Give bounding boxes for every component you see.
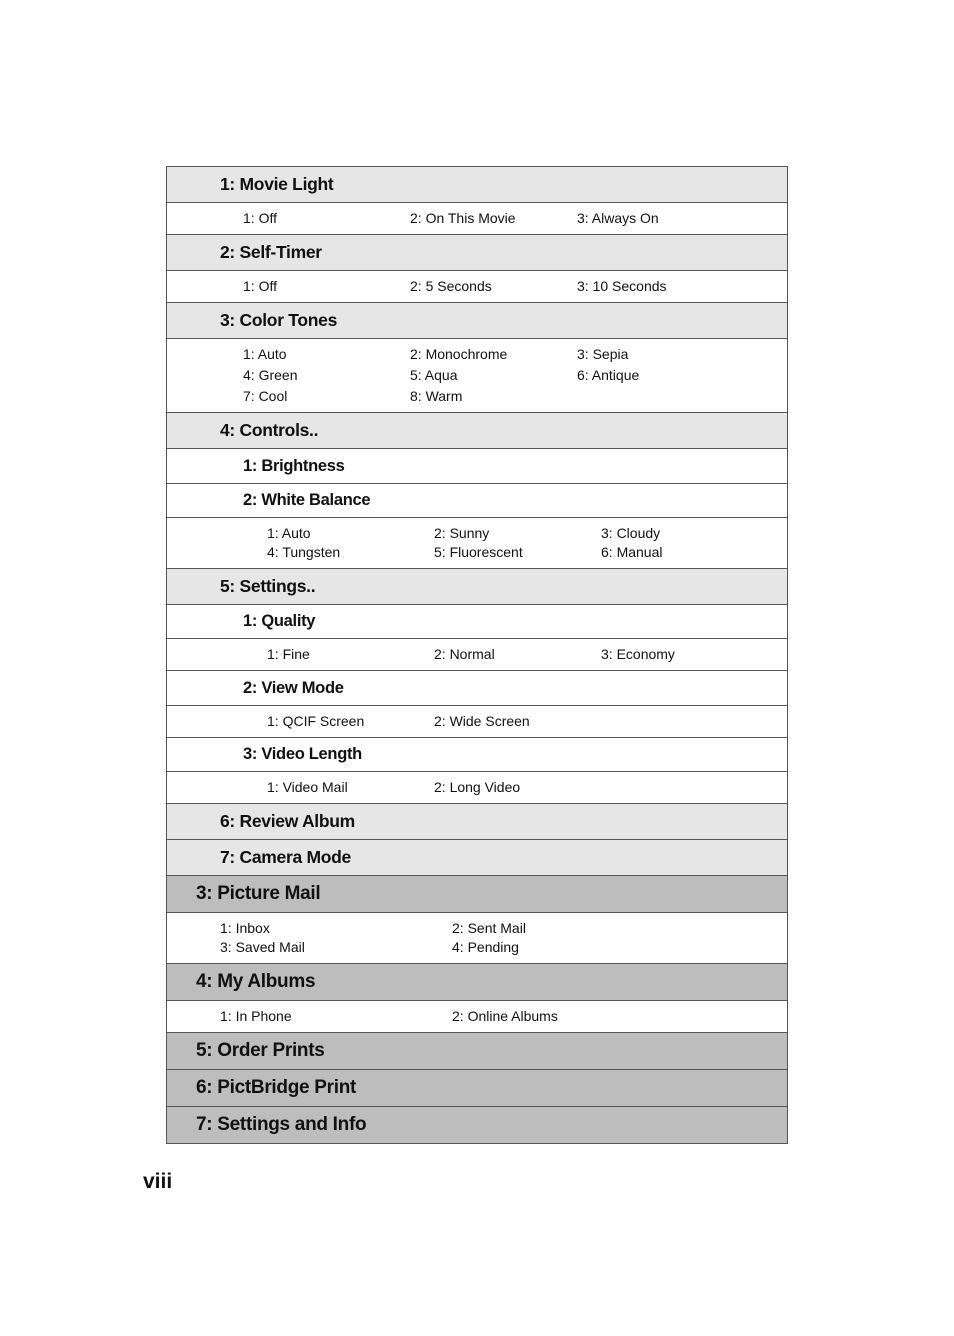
menu-heading-label: 5: Settings.. (220, 576, 316, 596)
menu-heading-label: 5: Order Prints (196, 1040, 325, 1061)
menu-heading-level-3 (167, 484, 787, 518)
options-grid (167, 1006, 787, 1027)
menu-heading-label: 3: Picture Mail (196, 883, 321, 904)
menu-option: 2: Wide Screen (434, 713, 530, 729)
menu-option: 1: QCIF Screen (267, 713, 365, 729)
menu-option: 1: In Phone (220, 1008, 292, 1024)
menu-option: 2: Monochrome (410, 346, 508, 362)
menu-option: 6: Antique (577, 367, 640, 383)
menu-heading-level-1 (167, 876, 787, 913)
menu-option: 2: Sent Mail (452, 920, 526, 936)
menu-option: 1: Off (243, 278, 277, 294)
menu-heading-label: 1: Movie Light (220, 174, 334, 194)
menu-option: 1: Fine (267, 646, 310, 662)
menu-options-row (167, 1001, 787, 1033)
menu-heading-label: 2: View Mode (243, 678, 344, 697)
menu-tree-table (166, 166, 788, 1144)
menu-options-row (167, 772, 787, 804)
menu-option: 1: Auto (267, 525, 311, 541)
menu-options-row (167, 339, 787, 413)
menu-option: 8: Warm (410, 388, 463, 404)
menu-heading-label: 6: Review Album (220, 811, 355, 831)
menu-heading-level-2 (167, 804, 787, 840)
menu-option: 2: On This Movie (410, 210, 516, 226)
menu-option: 1: Off (243, 210, 277, 226)
menu-heading-level-3 (167, 738, 787, 772)
menu-heading-label: 6: PictBridge Print (196, 1077, 357, 1098)
menu-option: 6: Manual (601, 544, 663, 560)
menu-option: 1: Auto (243, 346, 287, 362)
menu-options-row (167, 203, 787, 235)
menu-option: 3: 10 Seconds (577, 278, 667, 294)
menu-option: 3: Cloudy (601, 525, 661, 541)
menu-option: 3: Saved Mail (220, 939, 305, 955)
menu-option: 7: Cool (243, 388, 288, 404)
menu-option: 3: Economy (601, 646, 675, 662)
menu-option: 5: Fluorescent (434, 544, 523, 560)
menu-heading-label: 2: Self-Timer (220, 242, 322, 262)
menu-heading-level-2 (167, 303, 787, 339)
menu-heading-level-1 (167, 1033, 787, 1070)
menu-option: 2: 5 Seconds (410, 278, 492, 294)
menu-heading-level-1 (167, 1107, 787, 1144)
menu-option: 4: Pending (452, 939, 519, 955)
menu-heading-label: 1: Quality (243, 612, 316, 630)
options-grid (167, 711, 787, 732)
menu-heading-level-2 (167, 840, 787, 876)
menu-option: 4: Tungsten (267, 544, 341, 560)
menu-heading-label: 2: White Balance (243, 491, 371, 509)
menu-heading-label: 7: Settings and Info (196, 1114, 367, 1135)
menu-heading-label: 3: Video Length (243, 745, 362, 763)
options-grid (167, 524, 787, 562)
menu-options-row (167, 706, 787, 738)
menu-options-row (167, 271, 787, 303)
menu-option: 2: Normal (434, 646, 495, 662)
menu-heading-level-2 (167, 413, 787, 449)
menu-option: 1: Video Mail (267, 779, 348, 795)
menu-heading-label: 7: Camera Mode (220, 847, 351, 867)
options-grid (167, 919, 787, 957)
menu-heading-level-3 (167, 671, 787, 706)
menu-heading-label: 3: Color Tones (220, 310, 338, 330)
menu-option: 2: Long Video (434, 779, 521, 795)
menu-heading-level-2 (167, 569, 787, 605)
options-grid (167, 276, 787, 297)
menu-heading-level-1 (167, 964, 787, 1001)
menu-heading-level-2 (167, 235, 787, 271)
menu-option: 4: Green (243, 367, 298, 383)
menu-heading-level-2 (167, 167, 787, 203)
menu-option: 5: Aqua (410, 367, 458, 383)
options-grid (167, 644, 787, 665)
menu-heading-label: 1: Brightness (243, 456, 345, 475)
menu-options-row (167, 639, 787, 671)
menu-option: 1: Inbox (220, 920, 270, 936)
options-grid (167, 208, 787, 229)
menu-options-row (167, 518, 787, 569)
menu-option: 3: Sepia (577, 346, 629, 362)
options-grid (167, 344, 787, 407)
menu-heading-level-1 (167, 1070, 787, 1107)
options-grid (167, 777, 787, 798)
menu-heading-label: 4: Controls.. (220, 420, 319, 440)
menu-heading-level-3 (167, 449, 787, 484)
menu-options-row (167, 913, 787, 964)
menu-heading-level-3 (167, 605, 787, 639)
menu-option: 3: Always On (577, 210, 659, 226)
menu-heading-label: 4: My Albums (196, 971, 316, 992)
menu-option: 2: Sunny (434, 525, 490, 541)
page-number: viii (143, 1170, 173, 1193)
menu-option: 2: Online Albums (452, 1008, 558, 1024)
